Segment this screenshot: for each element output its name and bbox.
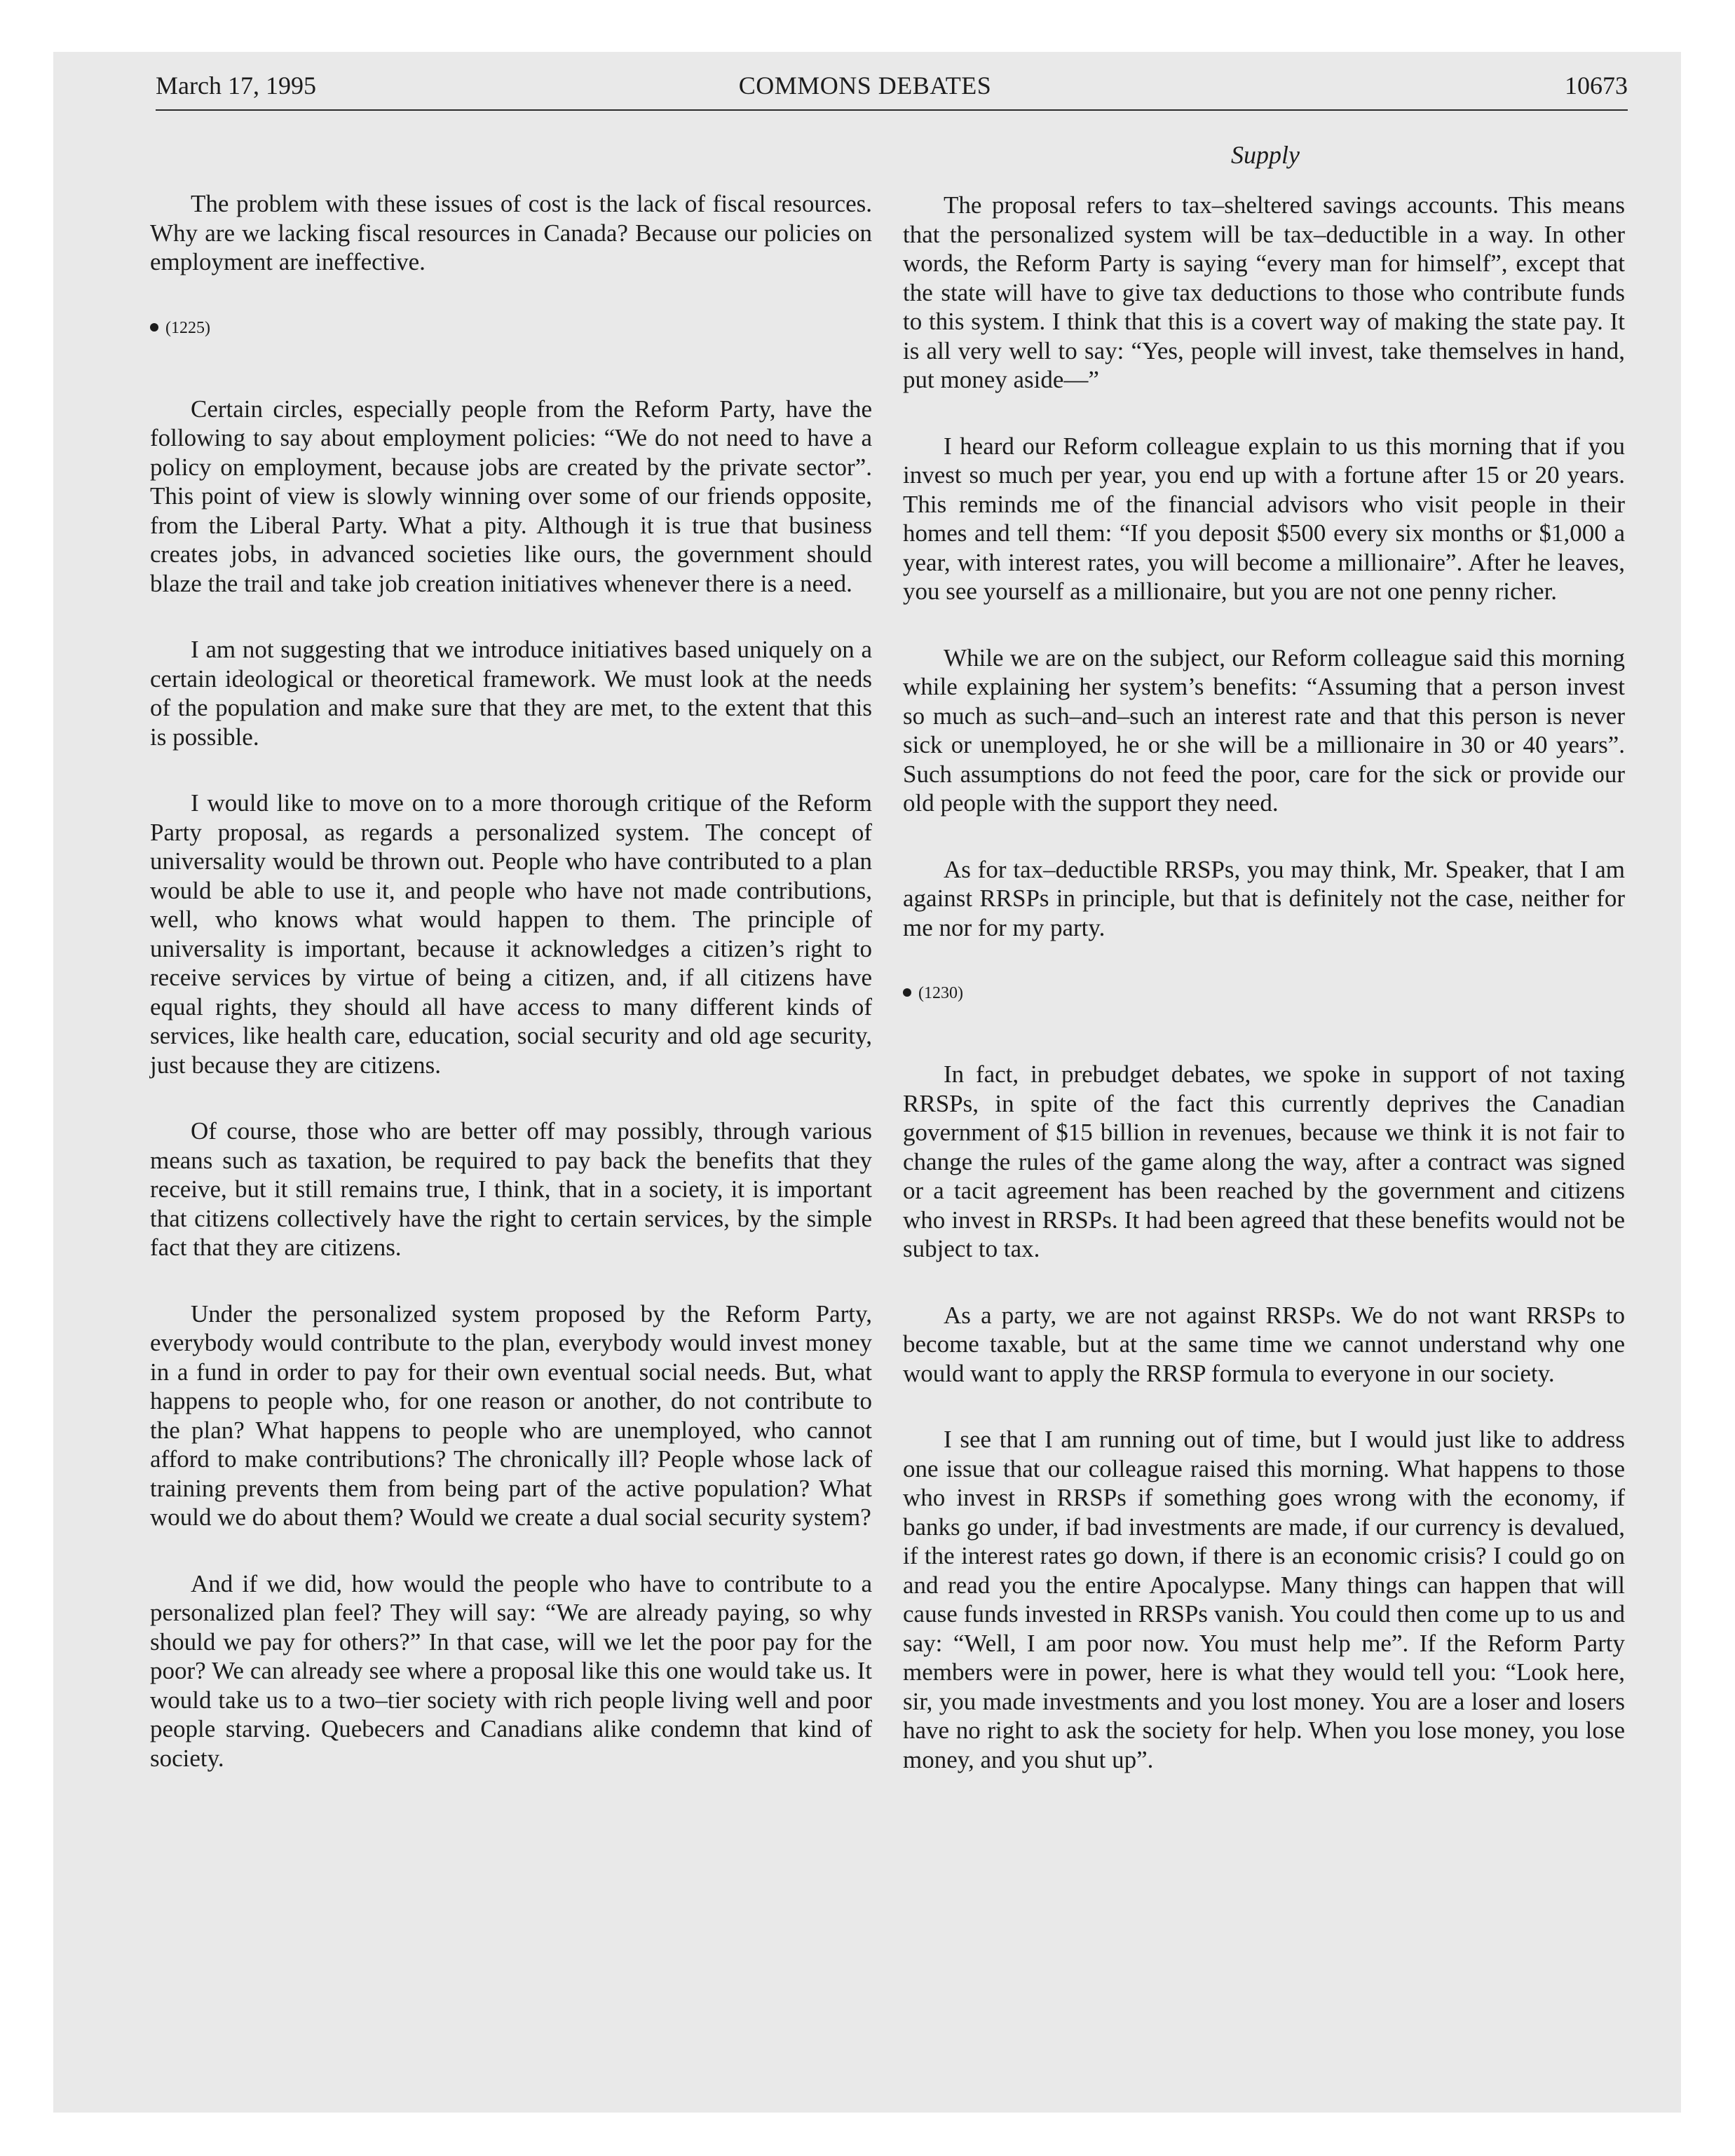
paragraph: I see that I am running out of time, but I would just like to address one issue that our colleague raised this morning. What happens to those who invest in RRSPs if something goes wrong with the economy, if banks go under, if bad investments are made, if our currency is devalued, if the interest rates go down, if there is an economic crisis? I could go on and read you the entire Apocalypse. Many things can happen that will cause funds invested in RRSPs vanish. You could then come up to us and say: “Well, I am poor now. You must help me”. If the Reform Party members were in power, here is what they would tell you: “Look here, sir, you made investments and you lost money. You are a loser and losers have no right to ask the society for help. When you lose money, you lose money, and you shut up”. xyxy=(903,1426,1625,1773)
time-marker xyxy=(150,314,872,342)
paragraph: In fact, in prebudget debates, we spoke in support of not taxing RRSPs, in spite of the fact this currently deprives the Canadian government of $15 billion in revenues, because we think it is not fair to change the rules of the game along the way, after a contract was signed or a tacit agreement has been reached by the government and citizens who invest in RRSPs. It had been agreed that these benefits would not be subject to tax. xyxy=(903,1060,1625,1262)
bullet-icon xyxy=(150,323,158,332)
section-label: Supply xyxy=(1231,141,1300,169)
paragraph: As for tax–deductible RRSPs, you may think, Mr. Speaker, that I am against RRSPs in principle, but that is definitely not the case, neither for me nor for my party. xyxy=(903,855,1625,941)
paragraph: Under the personalized system proposed by the Reform Party, everybody would contribute to the plan, everybody would invest money in a fund in order to pay for their own eventual social needs. But, what happens to people who, for one reason or another, do not contribute to the plan? What happens to people who are unemployed, who cannot afford to make contributions? The chronically ill? People whose lack of training prevents them from being part of the active population? What would we do about them? Would we create a dual social security system? xyxy=(150,1299,872,1531)
paragraph: The problem with these issues of cost is the lack of fiscal resources. Why are we lacking fiscal resources in Canada? Because our policies on employment are ineffective. xyxy=(150,190,872,275)
paragraph: I heard our Reform colleague explain to us this morning that if you invest so much per year, you end up with a fortune after 15 or 20 years. This reminds me of the financial advisors who visit people in their homes and tell them: “If you deposit $500 every six months or $1,000 a year, with interest rates, you will become a millionaire”. After he leaves, you see yourself as a millionaire, but you are not one penny richer. xyxy=(903,432,1625,605)
paragraph: The proposal refers to tax–sheltered savings accounts. This means that the personalized system will be tax–deductible in a way. In other words, the Reform Party is saying “every man for himself”, except that the state will have to give tax deductions to those who contribute funds to this system. I think that this is a covert way of making the state pay. It is all very well to say: “Yes, people will invest, take themselves in hand, put money aside—” xyxy=(903,191,1625,393)
bullet-icon xyxy=(903,988,911,997)
paragraph: I am not suggesting that we introduce initiatives based uniquely on a certain ideological or theoretical framework. We must look at the needs of the population and make sure that they are met, to the extent that this is possible. xyxy=(150,636,872,751)
paragraph: While we are on the subject, our Reform colleague said this morning while explaining her system’s benefits: “Assuming that a person invest so much as such–and–such an interest rate and that this person is never sick or unemployed, he or she will be a millionaire in 30 or 40 years”. Such assumptions do not feed the poor, care for the sick or provide our old people with the support they need. xyxy=(903,643,1625,817)
right-column xyxy=(903,191,1625,1811)
paragraph: Of course, those who are better off may possibly, through various means such as taxation, be required to pay back the benefits that they receive, but it still remains true, I think, that in a society, it is important that citizens collectively have the right to certain services, by the simple fact that they are citizens. xyxy=(150,1117,872,1261)
left-column xyxy=(150,189,872,1810)
paragraph: And if we did, how would the people who have to contribute to a personalized plan feel? They will say: “We are already paying, so why should we pay for others?” In that case, will we let the poor pay for the poor? We can already see where a proposal like this one would take us. It would take us to a two–tier society with rich people living well and poor people starving. Quebecers and Canadians alike condemn that kind of society. xyxy=(150,1569,872,1772)
paragraph: I would like to move on to a more thorough critique of the Reform Party proposal, as regards a personalized system. The concept of universality would be thrown out. People who have contributed to a plan would be able to use it, and people who have not made contributions, well, who knows what would happen to them. The principle of universality is important, because it acknowledges a citizen’s right to receive services by virtue of being a citizen, and, if all citizens have equal rights, they should all have access to many different kinds of services, like health care, education, social security and old age security, just because they are citizens. xyxy=(150,789,872,1079)
paragraph: Certain circles, especially people from the Reform Party, have the following to say about employment policies: “We do not need to have a policy on employment, because jobs are created by the private sector”. This point of view is slowly winning over some of our friends opposite, from the Liberal Party. What a pity. Although it is true that business creates jobs, in advanced societies like ours, the government should blaze the trail and take job creation initiatives whenever there is a need. xyxy=(150,395,872,597)
time-marker-text: (1225) xyxy=(165,318,210,337)
time-marker-text: (1230) xyxy=(918,984,963,1002)
paragraph: As a party, we are not against RRSPs. We do not want RRSPs to become taxable, but at the same time we cannot understand why one would want to apply the RRSP formula to everyone in our society. xyxy=(903,1301,1625,1387)
header-date: March 17, 1995 xyxy=(156,71,316,100)
header-publication: COMMONS DEBATES xyxy=(738,71,992,100)
header-rule xyxy=(156,109,1628,111)
time-marker xyxy=(903,979,1625,1007)
running-header xyxy=(102,64,1628,107)
header-page-number: 10673 xyxy=(1565,71,1628,100)
